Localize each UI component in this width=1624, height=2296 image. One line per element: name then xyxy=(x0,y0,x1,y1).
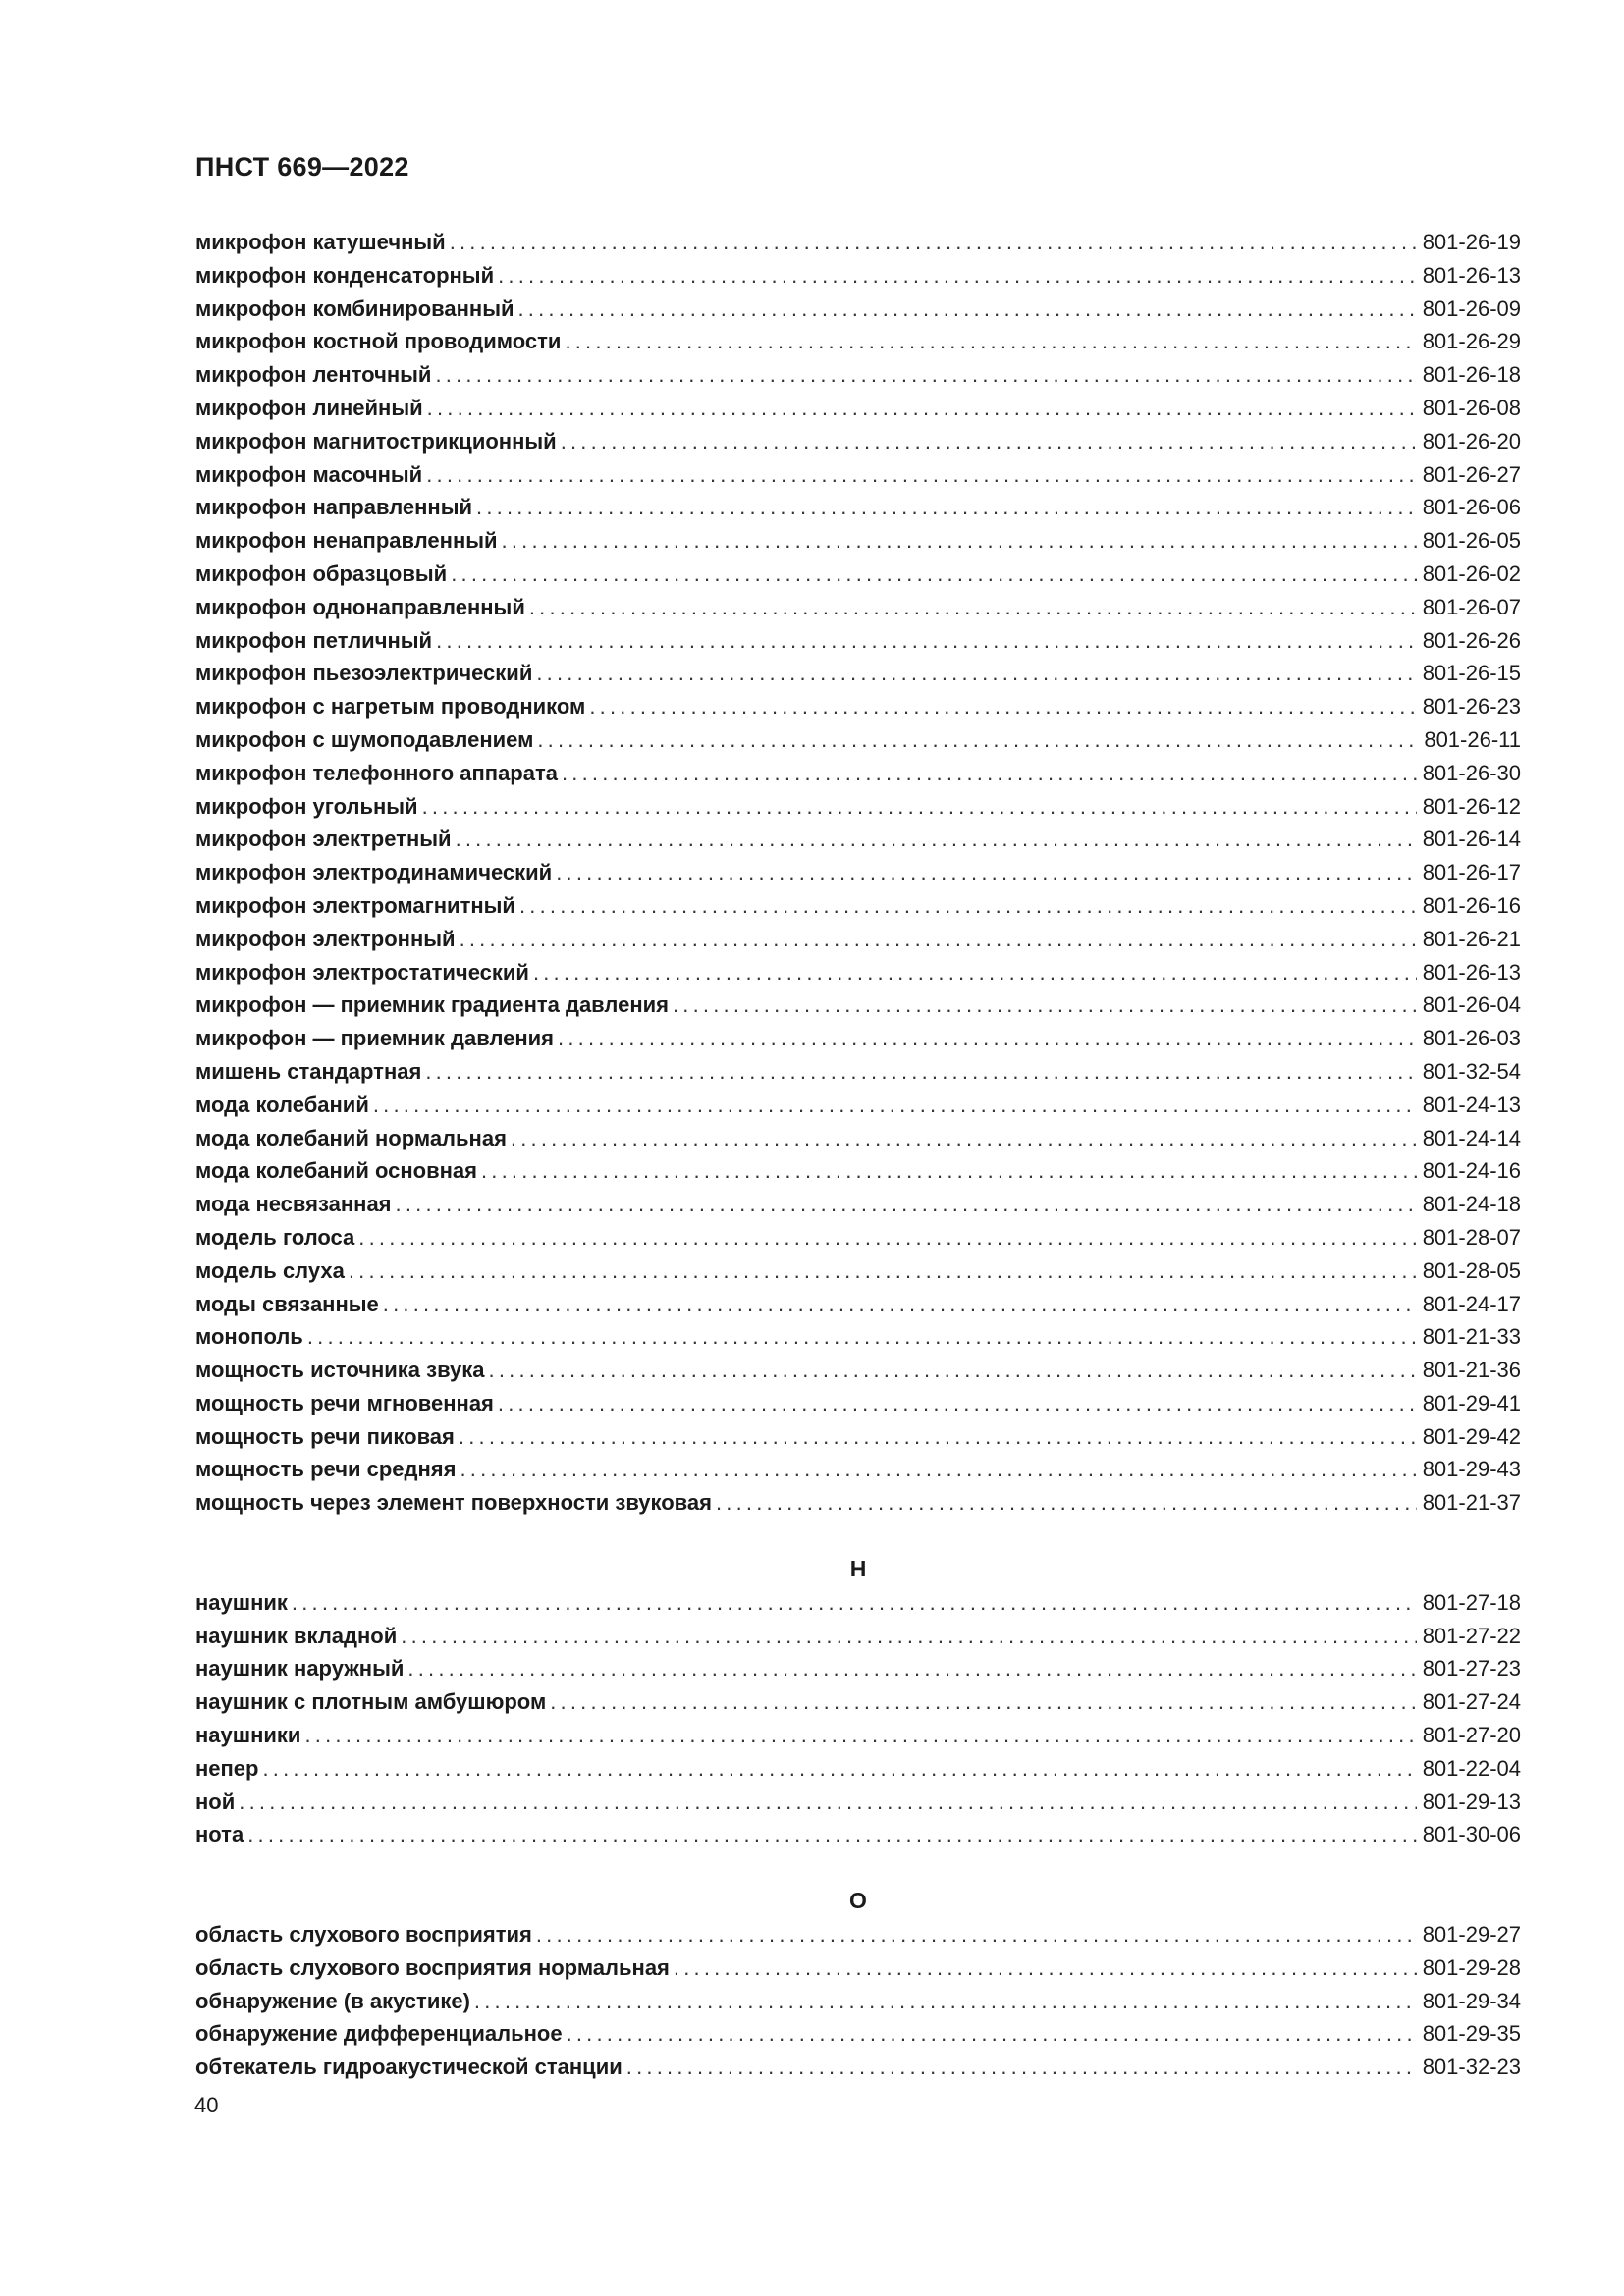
dot-leader xyxy=(383,1288,1417,1321)
dot-leader xyxy=(498,259,1417,293)
term-code: 801-29-13 xyxy=(1422,1789,1521,1814)
dot-leader xyxy=(459,1420,1417,1454)
term-code: 801-26-14 xyxy=(1422,827,1521,852)
index-entry xyxy=(195,1586,1521,1620)
term-code: 801-27-22 xyxy=(1422,1623,1521,1648)
index-term: моды связанные xyxy=(195,1291,379,1316)
index-term: наушник вкладной xyxy=(195,1623,398,1648)
dot-leader xyxy=(422,790,1417,824)
index-term: мода колебаний основная xyxy=(195,1158,477,1184)
index-term: микрофон конденсаторный xyxy=(195,262,495,288)
index-term: микрофон образцовый xyxy=(195,561,448,586)
index-term: мощность речи пиковая xyxy=(195,1423,455,1449)
term-code: 801-26-04 xyxy=(1422,992,1521,1018)
dot-leader xyxy=(304,1719,1416,1752)
index-entry xyxy=(195,723,1521,757)
term-code: 801-27-18 xyxy=(1422,1589,1521,1615)
index-entry xyxy=(195,1486,1521,1520)
dot-leader xyxy=(292,1586,1417,1620)
index-term: наушник xyxy=(195,1589,288,1615)
index-term: микрофон электретный xyxy=(195,827,452,852)
index-entry xyxy=(195,1354,1521,1387)
index-entry xyxy=(195,392,1521,425)
dot-leader xyxy=(561,425,1417,458)
index-entry xyxy=(195,823,1521,856)
index-term: область слухового восприятия xyxy=(195,1922,532,1948)
section-spacer xyxy=(195,1851,1521,1885)
term-code: 801-26-18 xyxy=(1422,362,1521,388)
dot-leader xyxy=(407,1652,1416,1685)
dot-leader xyxy=(474,1985,1417,2018)
dot-leader xyxy=(450,226,1417,259)
document-header: ПНСТ 669—2022 xyxy=(195,152,409,182)
dot-leader xyxy=(435,358,1416,392)
index-term: область слухового восприятия нормальная xyxy=(195,1954,670,1980)
term-code: 801-28-05 xyxy=(1422,1257,1521,1283)
index-term: мощность речи мгновенная xyxy=(195,1390,494,1415)
dot-leader xyxy=(502,524,1417,558)
term-code: 801-26-13 xyxy=(1422,959,1521,985)
index-entry xyxy=(195,657,1521,690)
dot-leader xyxy=(451,558,1416,591)
term-code: 801-26-02 xyxy=(1422,561,1521,586)
dot-leader xyxy=(307,1320,1417,1354)
term-code: 801-24-18 xyxy=(1422,1192,1521,1217)
index-term: мишень стандартная xyxy=(195,1058,422,1084)
alphabetical-index xyxy=(195,226,1521,2084)
index-term: ной xyxy=(195,1789,236,1814)
index-term: микрофон электромагнитный xyxy=(195,892,515,918)
index-entry xyxy=(195,425,1521,458)
index-entry xyxy=(195,856,1521,889)
dot-leader xyxy=(396,1188,1417,1221)
dot-leader xyxy=(426,458,1416,492)
index-term: наушники xyxy=(195,1723,301,1748)
term-code: 801-26-11 xyxy=(1424,726,1521,752)
index-term: мощность через элемент поверхности звуковая xyxy=(195,1490,712,1516)
index-term: мощность источника звука xyxy=(195,1358,485,1383)
dot-leader xyxy=(349,1255,1417,1288)
index-term: мода несвязанная xyxy=(195,1192,392,1217)
index-entry xyxy=(195,1221,1521,1255)
index-term: микрофон линейный xyxy=(195,395,423,420)
index-entry xyxy=(195,1387,1521,1420)
dot-leader xyxy=(247,1818,1416,1851)
dot-leader xyxy=(460,923,1417,956)
letter-heading: О xyxy=(849,1888,867,1914)
term-code: 801-26-27 xyxy=(1422,461,1521,487)
index-term: микрофон телефонного аппарата xyxy=(195,760,558,785)
term-code: 801-27-23 xyxy=(1422,1656,1521,1682)
dot-leader xyxy=(373,1089,1417,1122)
term-code: 801-26-15 xyxy=(1422,661,1521,686)
index-entry xyxy=(195,690,1521,723)
term-code: 801-29-35 xyxy=(1422,2021,1521,2047)
dot-leader xyxy=(476,491,1417,524)
index-entry xyxy=(195,1022,1521,1055)
term-code: 801-27-24 xyxy=(1422,1689,1521,1715)
term-code: 801-30-06 xyxy=(1422,1822,1521,1847)
dot-leader xyxy=(567,2017,1417,2051)
term-code: 801-21-33 xyxy=(1422,1324,1521,1350)
term-code: 801-26-12 xyxy=(1422,793,1521,819)
dot-leader xyxy=(511,1122,1417,1155)
dot-leader xyxy=(358,1221,1416,1255)
term-code: 801-29-34 xyxy=(1422,1988,1521,2013)
dot-leader xyxy=(518,293,1417,326)
dot-leader xyxy=(529,591,1417,624)
index-term: микрофон однонаправленный xyxy=(195,594,525,619)
dot-leader xyxy=(481,1154,1417,1188)
index-entry xyxy=(195,1255,1521,1288)
index-entry xyxy=(195,358,1521,392)
term-code: 801-26-20 xyxy=(1422,428,1521,454)
index-term: микрофон ленточный xyxy=(195,362,432,388)
dot-leader xyxy=(626,2051,1417,2084)
index-term: обтекатель гидроакустической станции xyxy=(195,2055,623,2080)
index-entry xyxy=(195,1055,1521,1089)
index-term: микрофон пьезоэлектрический xyxy=(195,661,533,686)
index-entry xyxy=(195,491,1521,524)
index-term: микрофон электронный xyxy=(195,926,456,951)
index-term: модель слуха xyxy=(195,1257,345,1283)
index-entry xyxy=(195,293,1521,326)
dot-leader xyxy=(556,856,1416,889)
index-entry xyxy=(195,1089,1521,1122)
index-entry xyxy=(195,2051,1521,2084)
term-code: 801-26-23 xyxy=(1422,694,1521,720)
index-entry xyxy=(195,1685,1521,1719)
index-entry xyxy=(195,1288,1521,1321)
index-entry xyxy=(195,1154,1521,1188)
term-code: 801-29-27 xyxy=(1422,1922,1521,1948)
index-entry xyxy=(195,458,1521,492)
term-code: 801-26-09 xyxy=(1422,295,1521,321)
term-code: 801-27-20 xyxy=(1422,1723,1521,1748)
dot-leader xyxy=(498,1387,1417,1420)
index-term: микрофон костной проводимости xyxy=(195,329,562,354)
index-term: обнаружение (в акустике) xyxy=(195,1988,470,2013)
index-term: мощность речи средняя xyxy=(195,1457,457,1482)
term-code: 801-21-37 xyxy=(1422,1490,1521,1516)
index-term: монополь xyxy=(195,1324,303,1350)
dot-leader xyxy=(436,624,1417,658)
term-code: 801-26-16 xyxy=(1422,892,1521,918)
index-entry xyxy=(195,591,1521,624)
dot-leader xyxy=(550,1685,1416,1719)
term-code: 801-24-17 xyxy=(1422,1291,1521,1316)
term-code: 801-26-26 xyxy=(1422,627,1521,653)
index-entry xyxy=(195,1786,1521,1819)
index-term: микрофон с шумоподавлением xyxy=(195,726,534,752)
term-code: 801-28-07 xyxy=(1422,1224,1521,1250)
index-term: микрофон масочный xyxy=(195,461,423,487)
term-code: 801-26-29 xyxy=(1422,329,1521,354)
index-term: микрофон электродинамический xyxy=(195,860,553,885)
term-code: 801-32-23 xyxy=(1422,2055,1521,2080)
term-code: 801-29-28 xyxy=(1422,1954,1521,1980)
dot-leader xyxy=(489,1354,1417,1387)
term-code: 801-22-04 xyxy=(1422,1755,1521,1781)
term-code: 801-26-30 xyxy=(1422,760,1521,785)
index-entry xyxy=(195,1453,1521,1486)
index-entry xyxy=(195,1985,1521,2018)
dot-leader xyxy=(674,1951,1417,1985)
index-entry xyxy=(195,1620,1521,1653)
index-entry xyxy=(195,325,1521,358)
term-code: 801-32-54 xyxy=(1422,1058,1521,1084)
index-term: наушник наружный xyxy=(195,1656,405,1682)
dot-leader xyxy=(401,1620,1416,1653)
dot-leader xyxy=(716,1486,1417,1520)
index-entry xyxy=(195,524,1521,558)
term-code: 801-24-16 xyxy=(1422,1158,1521,1184)
dot-leader xyxy=(558,1022,1417,1055)
dot-leader xyxy=(460,1453,1416,1486)
index-term: микрофон катушечный xyxy=(195,230,446,254)
term-code: 801-29-41 xyxy=(1422,1390,1521,1415)
term-code: 801-29-43 xyxy=(1422,1457,1521,1482)
term-code: 801-26-03 xyxy=(1422,1026,1521,1051)
index-term: микрофон — приемник давления xyxy=(195,1026,555,1051)
term-code: 801-24-13 xyxy=(1422,1092,1521,1117)
index-entry xyxy=(195,558,1521,591)
index-entry xyxy=(195,1420,1521,1454)
letter-heading: Н xyxy=(849,1556,867,1582)
term-code: 801-26-08 xyxy=(1422,395,1521,420)
index-term: микрофон направленный xyxy=(195,495,473,520)
dot-leader xyxy=(239,1786,1416,1819)
dot-leader xyxy=(263,1752,1417,1786)
index-entry xyxy=(195,889,1521,923)
index-entry xyxy=(195,757,1521,790)
index-term: микрофон ненаправленный xyxy=(195,528,498,554)
section-spacer xyxy=(195,1520,1521,1553)
term-code: 801-26-13 xyxy=(1422,262,1521,288)
term-code: 801-26-06 xyxy=(1422,495,1521,520)
index-term: наушник с плотным амбушюром xyxy=(195,1689,547,1715)
index-entry xyxy=(195,1719,1521,1752)
index-term: мода колебаний xyxy=(195,1092,369,1117)
index-entry xyxy=(195,1122,1521,1155)
index-term: микрофон с нагретым проводником xyxy=(195,694,586,720)
index-term: микрофон угольный xyxy=(195,793,418,819)
index-entry xyxy=(195,1918,1521,1951)
index-term: микрофон комбинированный xyxy=(195,295,514,321)
index-term: модель голоса xyxy=(195,1224,355,1250)
index-term: микрофон электростатический xyxy=(195,959,529,985)
index-entry xyxy=(195,956,1521,989)
term-code: 801-26-19 xyxy=(1422,230,1521,254)
index-entry xyxy=(195,1652,1521,1685)
index-term: непер xyxy=(195,1755,259,1781)
index-entry xyxy=(195,1188,1521,1221)
dot-leader xyxy=(537,723,1418,757)
term-code: 801-26-07 xyxy=(1422,594,1521,619)
term-code: 801-21-36 xyxy=(1422,1358,1521,1383)
dot-leader xyxy=(565,325,1416,358)
term-code: 801-26-21 xyxy=(1422,926,1521,951)
index-entry xyxy=(195,2017,1521,2051)
index-entry xyxy=(195,259,1521,293)
index-term: обнаружение дифференциальное xyxy=(195,2021,563,2047)
dot-leader xyxy=(519,889,1417,923)
term-code: 801-26-05 xyxy=(1422,528,1521,554)
dot-leader xyxy=(536,1918,1417,1951)
dot-leader xyxy=(427,392,1417,425)
dot-leader xyxy=(562,757,1417,790)
index-entry xyxy=(195,790,1521,824)
dot-leader xyxy=(589,690,1416,723)
index-entry xyxy=(195,1320,1521,1354)
term-code: 801-29-42 xyxy=(1422,1423,1521,1449)
index-entry xyxy=(195,1951,1521,1985)
index-term: микрофон — приемник градиента давления xyxy=(195,992,669,1018)
index-entry xyxy=(195,624,1521,658)
index-term: микрофон петличный xyxy=(195,627,433,653)
dot-leader xyxy=(456,823,1417,856)
dot-leader xyxy=(673,988,1417,1022)
index-entry xyxy=(195,923,1521,956)
index-entry xyxy=(195,1818,1521,1851)
dot-leader xyxy=(536,657,1416,690)
index-entry xyxy=(195,1752,1521,1786)
index-term: нота xyxy=(195,1822,244,1847)
term-code: 801-24-14 xyxy=(1422,1125,1521,1150)
term-code: 801-26-17 xyxy=(1422,860,1521,885)
page-number: 40 xyxy=(194,2093,219,2117)
dot-leader xyxy=(425,1055,1416,1089)
index-entry xyxy=(195,226,1521,259)
dot-leader xyxy=(533,956,1417,989)
index-entry xyxy=(195,988,1521,1022)
index-term: микрофон магнитострикционный xyxy=(195,428,557,454)
index-term: мода колебаний нормальная xyxy=(195,1125,507,1150)
